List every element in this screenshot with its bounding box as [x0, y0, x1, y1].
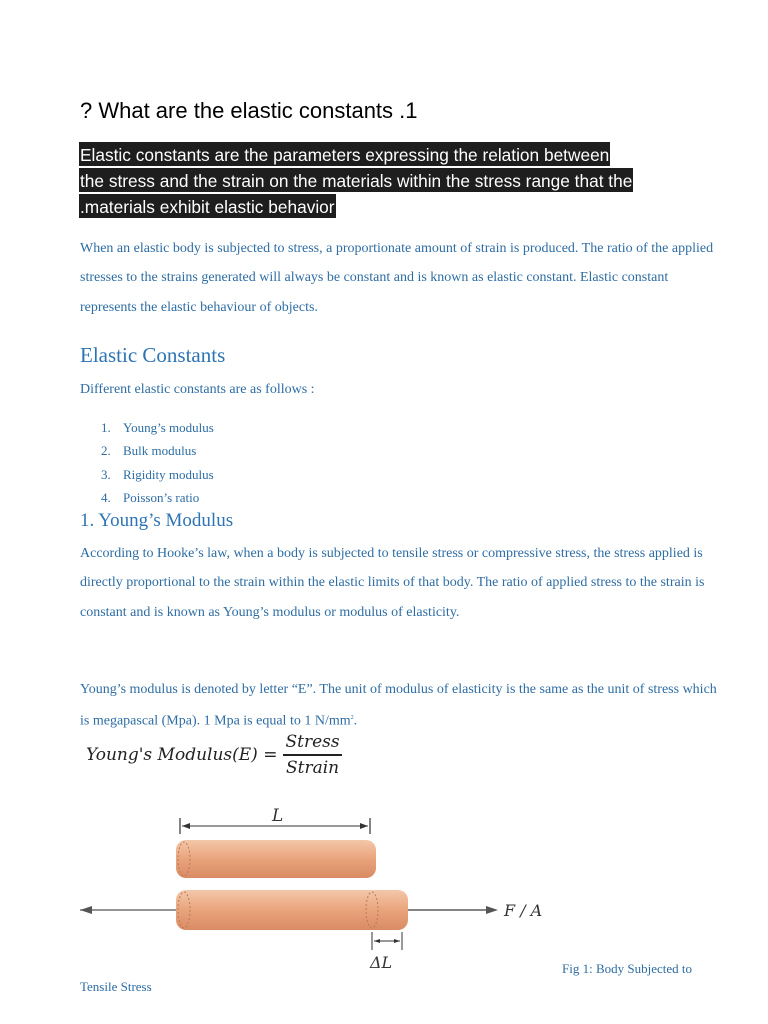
formula-numerator: Stress	[285, 732, 340, 753]
formula-fraction	[283, 732, 341, 777]
page-title: ? What are the elastic constants .1	[80, 98, 418, 123]
list-item: 1. Young’s modulus	[101, 420, 214, 435]
force-label: F / A	[504, 901, 543, 920]
highlight-line: .materials exhibit elastic behavior	[79, 194, 336, 218]
youngs-modulus-formula	[86, 730, 342, 780]
figure-caption: Fig 1: Body Subjected to	[562, 961, 692, 976]
intro-paragraph: When an elastic body is subjected to stress, a proportionate amount of strain is produced. The ratio of the applied stresses to the strains generated will always be constant and is known as elastic constant. Elastic constant represents the elastic behaviour of objects.	[80, 241, 714, 315]
length-label: L	[272, 806, 284, 826]
highlight-line: the stress and the strain on the materials within the stress range that the	[79, 168, 633, 192]
stretched-rod	[176, 890, 408, 930]
force-arrowhead	[486, 906, 498, 914]
elongation-label: ΔL	[370, 953, 393, 972]
elastic-constants-list	[101, 416, 214, 509]
youngs-paragraph-2: Young’s modulus is denoted by letter “E”. The unit of modulus of elasticity is the same as the unit of stress which is megapascal (Mpa). 1 Mpa is equal to 1 $N/mm^2$.	[80, 682, 717, 729]
section-heading: Elastic Constants	[80, 343, 226, 367]
youngs-modulus-heading: 1. Young’s Modulus	[80, 510, 234, 531]
formula-lhs: Young's Modulus(E) =	[86, 745, 278, 765]
figure-caption-continued: Tensile Stress	[80, 979, 152, 994]
list-item: 2. Bulk modulus	[101, 443, 197, 459]
highlight-line: Elastic constants are the parameters expressing the relation between	[79, 142, 610, 166]
youngs-paragraph-1: According to Hooke’s law, when a body is subjected to tensile stress or compressive stress, the stress applied is directly proportional to the strain within the elastic limits of that body. The ratio of applied stress to the strain is constant and is known as Young’s modulus or modulus of elasticity.	[80, 546, 705, 620]
list-intro: Different elastic constants are as follows :	[80, 382, 315, 397]
formula-denominator: Strain	[285, 757, 340, 778]
original-rod	[176, 840, 376, 878]
list-item: 4. Poisson’s ratio	[101, 489, 200, 505]
list-item: 3. Rigidity modulus	[101, 466, 214, 482]
tensile-stress-figure	[80, 800, 560, 975]
highlighted-definition	[79, 142, 633, 220]
